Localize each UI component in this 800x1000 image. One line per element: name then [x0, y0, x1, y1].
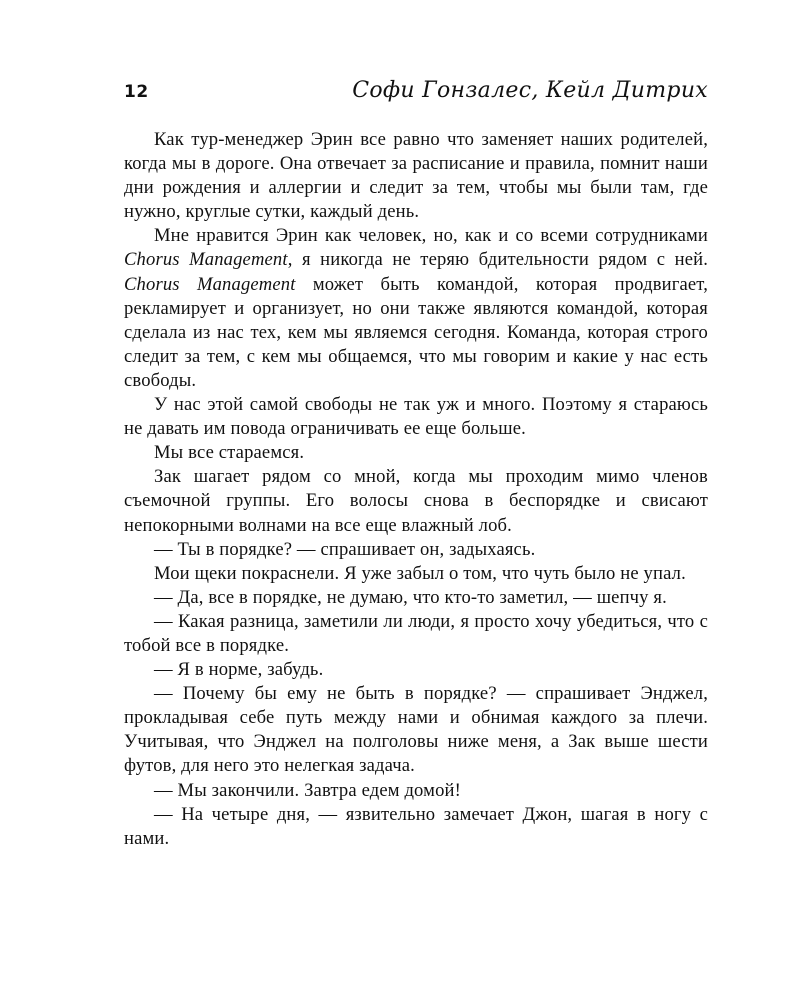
- text-segment: — Какая разница, заметили ли люди, я просто хочу убедиться, что с тобой все в порядке.: [124, 610, 708, 656]
- text-segment: — Почему бы ему не быть в порядке? — спрашивает Энджел, прокладывая себе путь между нами и обнимая каждого за плечи. Учитывая, что Энджел на полголовы ниже меня, а Зак выше шести футов, для него это нелегкая задача.: [124, 683, 708, 777]
- page-number: 12: [124, 82, 149, 102]
- text-segment: — Мы закончили. Завтра едем домой!: [154, 779, 461, 801]
- paragraph: [124, 610, 708, 658]
- page-content: [124, 78, 708, 851]
- running-head: [124, 78, 708, 122]
- paragraph: [124, 441, 708, 465]
- text-segment: — На четыре дня, — язвительно замечает Джон, шагая в ногу с нами.: [124, 803, 708, 849]
- paragraph: [124, 393, 708, 441]
- text-segment: — Да, все в порядке, не думаю, что кто-то заметил, — шепчу я.: [154, 586, 667, 608]
- text-segment: может быть командой, которая продвигает, рекламирует и организует, но они также являются командой, которая сделала из нас тех, кем мы являемся сегодня. Команда, которая строго следит за тем, с кем мы общаемся, что мы говорим и какие у нас есть свободы.: [124, 273, 708, 391]
- paragraph: [124, 128, 708, 224]
- paragraph: [124, 682, 708, 778]
- paragraph: [124, 586, 708, 610]
- body-text: [124, 128, 708, 851]
- text-segment: — Ты в порядке? — спрашивает он, задыхаясь.: [154, 538, 536, 560]
- text-segment: — Я в норме, забудь.: [154, 659, 324, 681]
- italic-text: Chorus Management: [124, 249, 288, 271]
- text-segment: Мы все стараемся.: [154, 442, 305, 464]
- running-title: Софи Гонзалес, Кейл Дитрих: [352, 78, 708, 103]
- text-segment: Зак шагает рядом со мной, когда мы проходим мимо членов съемочной группы. Его волосы снова в беспорядке и свисают непокорными волнами на все еще влажный лоб.: [124, 466, 708, 536]
- paragraph: [124, 224, 708, 393]
- paragraph: [124, 538, 708, 562]
- text-segment: , я никогда не теряю бдительности рядом с ней.: [287, 249, 708, 271]
- text-segment: У нас этой самой свободы не так уж и много. Поэтому я стараюсь не давать им повода ограничивать ее еще больше.: [124, 394, 708, 440]
- paragraph: [124, 465, 708, 537]
- text-segment: Мои щеки покраснели. Я уже забыл о том, что чуть было не упал.: [154, 562, 686, 584]
- paragraph: [124, 779, 708, 803]
- italic-text: Chorus Management: [124, 273, 296, 295]
- text-segment: Как тур-менеджер Эрин все равно что заменяет наших родителей, когда мы в дороге. Она отвечает за расписание и правила, помнит наши дни рождения и аллергии и следит за тем, чтобы мы были там, где нужно, круглые сутки, каждый день.: [124, 129, 708, 223]
- paragraph: [124, 562, 708, 586]
- text-segment: Мне нравится Эрин как человек, но, как и со всеми сотрудниками: [154, 225, 708, 247]
- paragraph: [124, 658, 708, 682]
- paragraph: [124, 803, 708, 851]
